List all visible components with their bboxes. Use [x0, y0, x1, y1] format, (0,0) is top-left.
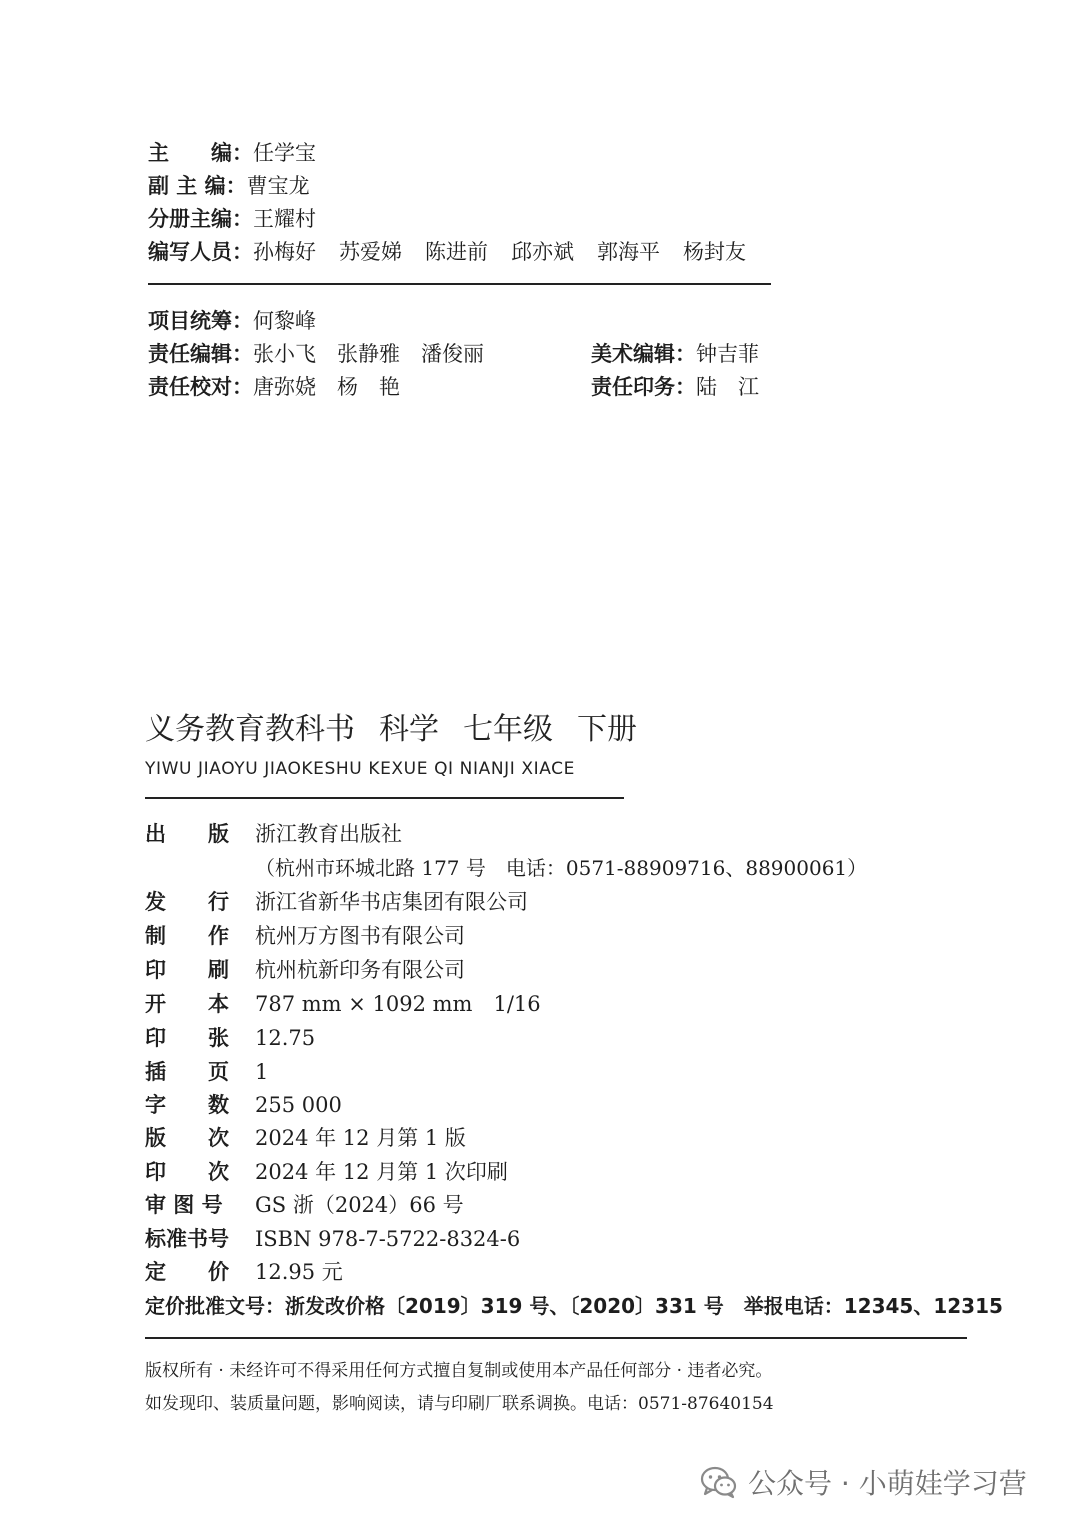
- info-value: 255 000: [255, 1093, 342, 1117]
- credit-value: 任学宝: [253, 141, 316, 165]
- info-row: [145, 1225, 520, 1253]
- info-key: 字 数: [145, 1093, 229, 1117]
- credit-value: 陆 江: [696, 375, 759, 399]
- info-key: 发 行: [145, 890, 229, 914]
- credits-divider: [148, 283, 771, 285]
- info-row: [145, 990, 541, 1018]
- copyright-notice: 版权所有 · 未经许可不得采用任何方式擅自复制或使用本产品任何部分 · 违者必究。: [145, 1361, 773, 1381]
- info-row: [145, 1024, 315, 1052]
- credit-art-editor: [591, 340, 759, 368]
- info-row: [145, 888, 528, 916]
- info-row: [145, 1191, 464, 1219]
- wechat-icon: [700, 1465, 738, 1499]
- book-title: [145, 710, 661, 750]
- credit-label: 责任编辑：: [148, 342, 253, 366]
- credit-label: 编写人员：: [148, 240, 253, 264]
- info-key: 出 版: [145, 822, 229, 846]
- credit-label: 分册主编：: [148, 207, 253, 231]
- info-row: [145, 922, 465, 950]
- info-key: 版 次: [145, 1126, 229, 1150]
- info-value: 浙江教育出版社: [255, 822, 402, 846]
- info-value: 浙江省新华书店集团有限公司: [255, 890, 528, 914]
- credit-value: 何黎峰: [253, 309, 316, 333]
- quality-notice: 如发现印、装质量问题，影响阅读，请与印刷厂联系调换。电话：0571-87640154: [145, 1394, 774, 1414]
- credit-printing-supervisor: [591, 373, 759, 401]
- credit-value: 唐弥娆 杨 艳: [253, 375, 400, 399]
- credit-project-coordinator: [148, 307, 316, 335]
- price-approval-line: 定价批准文号：浙发改价格〔2019〕319 号、〔2020〕331 号 举报电话：12345、12315: [145, 1294, 1003, 1318]
- credit-value: 王耀村: [253, 207, 316, 231]
- credit-value: 曹宝龙: [246, 174, 310, 198]
- book-title-series: 义务教育教科书: [145, 712, 355, 747]
- book-title-grade: 七年级: [463, 712, 553, 747]
- info-value: 12.75: [255, 1026, 316, 1050]
- info-row: [145, 1258, 343, 1286]
- credit-label: 责任校对：: [148, 375, 253, 399]
- info-row: [145, 1058, 268, 1086]
- info-key: 印 刷: [145, 958, 229, 982]
- writer-name: 邱亦斌: [511, 240, 574, 264]
- info-value: 杭州万方图书有限公司: [255, 924, 465, 948]
- writer-name: 孙梅好: [253, 240, 316, 264]
- title-divider: [145, 797, 624, 799]
- info-row: [145, 1124, 466, 1152]
- credit-volume-editor: [148, 205, 316, 233]
- info-row: [145, 854, 867, 882]
- credit-label: 副 主 编：: [148, 174, 247, 198]
- info-row: [145, 1158, 508, 1186]
- footer-divider: [145, 1337, 967, 1339]
- info-row: [145, 820, 402, 848]
- writer-name: 陈进前: [425, 240, 488, 264]
- info-key: 定 价: [145, 1260, 229, 1284]
- info-row: [145, 1091, 342, 1119]
- watermark-text: 公众号 · 小萌娃学习营: [748, 1467, 1027, 1500]
- info-value: 1: [255, 1060, 269, 1084]
- info-key: 制 作: [145, 924, 229, 948]
- info-key: 印 次: [145, 1160, 229, 1184]
- info-key: 标准书号: [145, 1227, 229, 1251]
- info-key: 印 张: [145, 1026, 229, 1050]
- writer-name: 杨封友: [683, 240, 746, 264]
- credit-chief-editor: [148, 139, 316, 167]
- info-key: 开 本: [145, 992, 229, 1016]
- info-value: 787 mm × 1092 mm 1/16: [255, 992, 541, 1016]
- info-value: ISBN 978-7-5722-8324-6: [255, 1227, 521, 1251]
- info-value: GS 浙（2024）66 号: [255, 1193, 464, 1217]
- writer-names: [253, 240, 746, 264]
- info-value: 12.95 元: [255, 1260, 343, 1284]
- info-value: 2024 年 12 月第 1 版: [255, 1126, 466, 1150]
- info-key: 插 页: [145, 1060, 229, 1084]
- book-title-volume: 下册: [577, 712, 637, 747]
- wechat-watermark: [700, 1460, 1027, 1504]
- info-key: 审 图 号: [145, 1193, 223, 1217]
- writer-name: 郭海平: [597, 240, 660, 264]
- credit-proofreaders: [148, 373, 400, 401]
- credit-deputy-editor: [148, 172, 310, 200]
- info-value: 杭州杭新印务有限公司: [255, 958, 465, 982]
- credit-value: 张小飞 张静雅 潘俊丽: [253, 342, 484, 366]
- info-value: 2024 年 12 月第 1 次印刷: [255, 1160, 508, 1184]
- credit-label: 美术编辑：: [591, 342, 696, 366]
- credit-label: 项目统筹：: [148, 309, 253, 333]
- credit-value: 钟吉菲: [696, 342, 759, 366]
- credit-label: 责任印务：: [591, 375, 696, 399]
- credit-label: 主 编：: [148, 141, 253, 165]
- writer-name: 苏爱娣: [339, 240, 402, 264]
- info-row: [145, 956, 465, 984]
- book-title-pinyin: YIWU JIAOYU JIAOKESHU KEXUE QI NIANJI XIACE: [145, 759, 575, 779]
- credit-writers: [148, 238, 746, 266]
- credit-responsible-editors: [148, 340, 484, 368]
- book-title-subject: 科学: [379, 712, 439, 747]
- info-value: （杭州市环城北路 177 号 电话：0571-88909716、88900061）: [255, 856, 868, 880]
